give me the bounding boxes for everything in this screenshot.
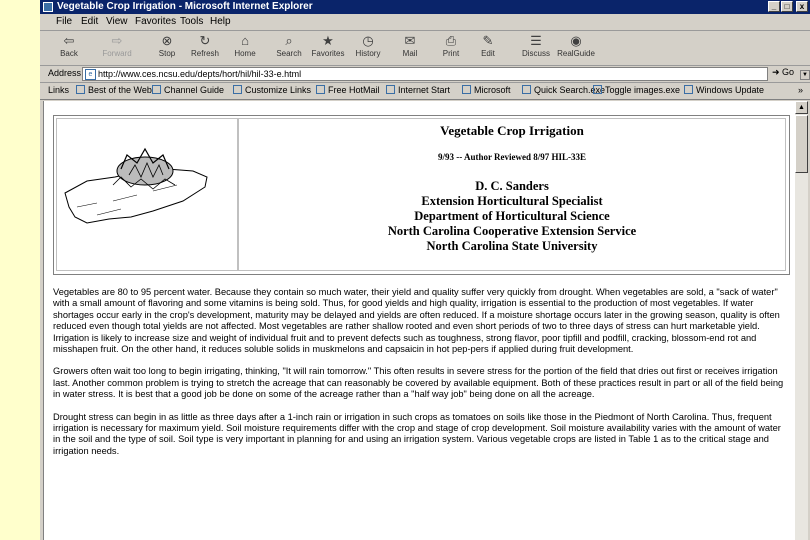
page-content [43, 101, 795, 540]
back-button[interactable]: ⇦ Back [60, 33, 78, 58]
title-bar [40, 0, 810, 14]
edit-button[interactable]: ✎ Edit [467, 33, 509, 63]
search-button[interactable]: ⌕ Search [276, 33, 302, 58]
author-name: D. C. Sanders [475, 179, 549, 193]
link-icon [386, 85, 395, 94]
scroll-up-icon[interactable]: ▲ [795, 101, 808, 114]
standard-toolbar [40, 31, 810, 66]
ie-icon [43, 2, 53, 12]
realguide-button[interactable]: ◉ RealGuide [557, 33, 595, 58]
realguide-icon: ◉ [570, 33, 582, 48]
link-icon [684, 85, 693, 94]
title-cell [238, 118, 786, 271]
link-free-hotmail[interactable]: Free HotMail [316, 85, 380, 95]
article-body [53, 287, 788, 468]
links-overflow-icon[interactable]: » [798, 85, 804, 95]
link-icon [522, 85, 531, 94]
author-university: North Carolina State University [426, 239, 598, 253]
mail-icon: ✉ [404, 33, 416, 48]
history-button[interactable]: ◷ History [355, 33, 381, 58]
menu-favorites[interactable]: Favorites [135, 16, 177, 27]
stop-button[interactable]: ⊗ Stop [158, 33, 176, 58]
author-title: Extension Horticultural Specialist [421, 194, 603, 208]
link-quick-search[interactable]: Quick Search.exe [522, 85, 605, 95]
links-bar [40, 83, 810, 100]
address-bar [40, 66, 810, 83]
mail-button[interactable]: ✉ Mail [402, 33, 418, 58]
favorites-icon: ★ [322, 33, 334, 48]
author-service: North Carolina Cooperative Extension Service [387, 224, 637, 238]
home-button[interactable]: ⌂ Home [234, 33, 256, 58]
header-table [53, 115, 790, 275]
link-icon [462, 85, 471, 94]
menu-file[interactable]: File [56, 16, 73, 27]
menu-bar [40, 14, 810, 31]
page-title: Vegetable Crop Irrigation [440, 123, 584, 138]
north-carolina-map-logo [57, 119, 237, 270]
menu-edit[interactable]: Edit [81, 16, 99, 27]
print-icon: ⎙ [445, 33, 457, 48]
print-button[interactable]: ⎙ Print [442, 33, 460, 58]
link-icon [76, 85, 85, 94]
search-icon: ⌕ [285, 33, 293, 48]
close-button[interactable]: x [796, 1, 808, 12]
links-label: Links [48, 85, 70, 95]
window-title: Vegetable Crop Irrigation - Microsoft Internet Explorer [57, 1, 313, 12]
link-windows-update[interactable]: Windows Update [684, 85, 764, 95]
edit-icon: ✎ [482, 33, 494, 48]
menu-help[interactable]: Help [210, 16, 231, 27]
paragraph: Growers often wait too long to begin irrigating, thinking, "It will rain tomorrow." This often results in severe stress for the portion of the field that dries out first or receives irrigation last. Another common problem is trying to stretch the acreage that can reasonably be covered by available equipment. Both of these practices result in part or all of the field being in water stress. It is best that a good job be done on some of the acreage rather than a "half way job" being done on all the acreage. [53, 366, 784, 400]
link-icon [316, 85, 325, 94]
menu-view[interactable]: View [106, 16, 128, 27]
paragraph: Vegetables are 80 to 95 percent water. Because they contain so much water, their yield and quality suffer very quickly from drought. When vegetables are sold, a "sack of water" with a small amount of flavoring and some vitamins is being sold. Thus, for good yields and high quality, irrigation is essential to the production of most vegetables. If water shortages occur early in the crop's development, maturity may be delayed and yields are often reduced. If a moisture shortage occurs later in the growing season, quality is often reduced even though total yields are not affected. Most vegetables are rather shallow rooted and even short periods of two to three days of stress can hurt marketable yield. Irrigation is likely to increase size and weight of individual fruit and to prevent defects such as toughness, strong flavor, poor tipfill and podfill, cracking, blossom-end rot and misshapen fruit. On the other hand, it reduces soluble solids in muskmelons and capsaicin in hot pep-pers if applied during fruit development. [53, 287, 780, 355]
refresh-icon: ↻ [199, 33, 211, 48]
link-icon [233, 85, 242, 94]
link-best-of-the-web[interactable]: Best of the Web [76, 85, 152, 95]
link-channel-guide[interactable]: Channel Guide [152, 85, 224, 95]
scrollbar-thumb[interactable] [795, 115, 808, 173]
link-toggle-images[interactable]: Toggle images.exe [593, 85, 680, 95]
home-icon: ⌂ [241, 33, 249, 48]
stop-icon: ⊗ [161, 33, 173, 48]
address-url[interactable]: http://www.ces.ncsu.edu/depts/hort/hil/hil-33-e.html [98, 69, 302, 79]
address-label: Address [48, 68, 82, 78]
author-department: Department of Horticultural Science [414, 209, 610, 223]
link-microsoft[interactable]: Microsoft [462, 85, 511, 95]
forward-arrow-icon: ⇨ [111, 33, 123, 48]
publication-info: 9/93 -- Author Reviewed 8/97 HIL-33E [437, 152, 587, 162]
address-dropdown-icon[interactable]: ▼ [800, 70, 810, 80]
vertical-scrollbar[interactable] [795, 101, 808, 540]
link-internet-start[interactable]: Internet Start [386, 85, 450, 95]
favorites-button[interactable]: ★ Favorites [311, 33, 345, 58]
forward-button[interactable]: ⇨ Forward [102, 33, 132, 58]
link-icon [593, 85, 602, 94]
menu-tools[interactable]: Tools [180, 16, 204, 27]
browser-window [40, 0, 810, 540]
logo-cell [56, 118, 238, 271]
back-arrow-icon: ⇦ [63, 33, 75, 48]
paragraph: Drought stress can begin in as little as three days after a 1-inch rain or irrigation in such crops as tomatoes on soils like those in the Piedmont of North Carolina. Thus, frequent irrigation is necessary for maximum yield. Soil moisture requirements differ with the crop and stage of crop development. Soil moisture availability varies with the amount of water in the soil and the type of soil. Soil type is very important in planning for and using an irrigation system. Various vegetable crops are listed in Table 1 as to the critical stage and irrigation needs. [53, 411, 781, 456]
history-icon: ◷ [362, 33, 374, 48]
link-icon [152, 85, 161, 94]
minimize-button[interactable]: _ [768, 1, 780, 12]
link-customize-links[interactable]: Customize Links [233, 85, 311, 95]
go-button[interactable]: ➜ Go [772, 67, 795, 77]
discuss-button[interactable]: ☰ Discuss [521, 33, 550, 58]
maximize-button[interactable]: □ [781, 1, 793, 12]
refresh-button[interactable]: ↻ Refresh [190, 33, 219, 58]
discuss-icon: ☰ [530, 33, 542, 48]
page-icon: e [85, 69, 96, 80]
